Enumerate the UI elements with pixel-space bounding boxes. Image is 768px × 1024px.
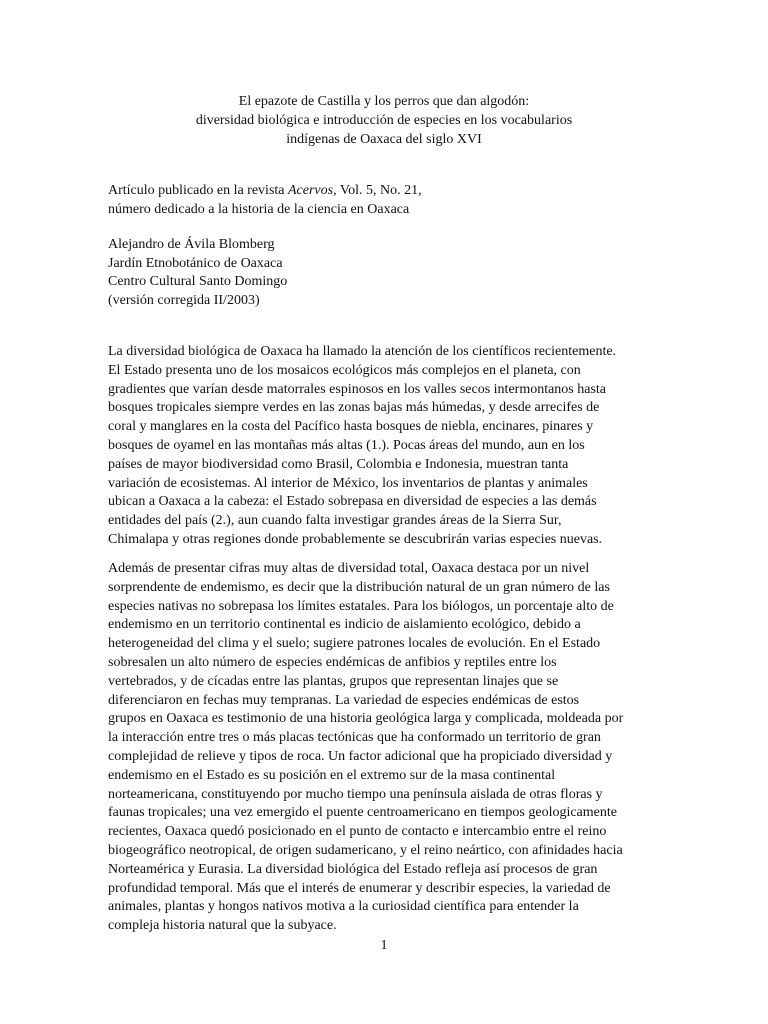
paragraph-line: variación de ecosistemas. Al interior de México, los inventarios de plantas y animales [108,475,588,491]
paragraph-line: ubican a Oaxaca a la cabeza: el Estado sobrepasa en diversidad de especies a las demás [108,494,597,510]
publication-info [108,181,422,219]
paragraph-line: especies nativas no sobrepasa los límites estatales. Para los biólogos, un porcentaje alto de [108,598,614,614]
author-affiliation-1: Jardín Etnobotánico de Oaxaca [108,255,283,271]
publication-volume: , Vol. 5, No. 21, [333,183,422,198]
page-number: 1 [380,938,388,953]
paragraph-line: heterogeneidad del clima y el suelo; sugiere patrones locales de evolución. En el Estado [108,636,601,652]
paragraph-line: países de mayor biodiversidad como Brasil, Colombia e Indonesia, muestran tanta [108,456,569,472]
publication-prefix: Artículo publicado en la revista [108,183,288,198]
body-paragraph-2 [108,560,668,936]
document-title [108,92,660,149]
paragraph-line: animales, plantas y hongos nativos motiva a la curiosidad científica para entender la [108,899,579,915]
paragraph-line: sorprendente de endemismo, es decir que la distribución natural de un gran número de las [108,579,610,595]
paragraph-line: diferenciaron en fechas muy tempranas. La variedad de especies endémicas de estos [108,692,580,708]
paragraph-line: profundidad temporal. Más que el interés de enumerar y describir especies, la variedad de [108,880,611,896]
author-info [108,236,287,310]
paragraph-line: bosques tropicales siempre verdes en las zonas bajas más húmedas, y desde arrecifes de [108,400,600,416]
document-version: (versión corregida II/2003) [108,292,260,308]
paragraph-line: faunas tropicales; una vez emergido el puente centroamericano en tiempos geologicamente [108,805,617,821]
title-line-1: El epazote de Castilla y los perros que dan algodón: [238,94,530,109]
paragraph-line: complejidad de relieve y tipos de roca. Un factor adicional que ha propiciado diversidad y [108,748,613,764]
paragraph-line: vertebrados, y de cícadas entre las plantas, grupos que representan linajes que se [108,673,559,689]
paragraph-line: bosques de oyamel en las montañas más altas (1.). Pocas áreas del mundo, aun en los [108,437,585,453]
paragraph-line: la interacción entre tres o más placas tectónicas que ha conformado un territorio de gran [108,730,601,746]
title-line-3: indígenas de Oaxaca del siglo XVI [286,132,482,147]
publication-line-1 [108,181,422,200]
paragraph-line: Chimalapa y otras regiones donde probablemente se descubrirán varias especies nuevas. [108,531,603,547]
paragraph-line: coral y manglares en la costa del Pacífico hasta bosques de niebla, encinares, pinares y [108,419,594,435]
author-affiliation-2: Centro Cultural Santo Domingo [108,274,288,289]
paragraph-line: recientes, Oaxaca quedó posicionado en el punto de contacto e intercambio entre el reino [108,824,607,840]
paragraph-line: compleja historia natural que la subyace. [108,918,337,934]
paragraph-line: entidades del país (2.), aun cuando falta investigar grandes áreas de la Sierra Sur, [108,513,562,529]
paragraph-line: norteamericana, constituyendo por mucho tiempo una península aislada de otras floras y [108,786,603,802]
author-name: Alejandro de Ávila Blomberg [108,237,275,252]
paragraph-line: gradientes que varían desde matorrales espinosos en los valles secos intermontanos hasta [108,381,607,397]
paragraph-line: El Estado presenta uno de los mosaicos ecológicos más complejos en el planeta, con [108,362,581,378]
paragraph-line: grupos en Oaxaca es testimonio de una historia geológica larga y complicada, moldeada por [108,711,624,727]
paragraph-line: La diversidad biológica de Oaxaca ha llamado la atención de los científicos recientemente. [108,344,617,359]
paragraph-line: Norteamérica y Eurasia. La diversidad biológica del Estado refleja así procesos de gran [108,861,598,877]
body-paragraph-1 [108,343,668,550]
paragraph-line: biogeográfico neotropical, de origen sudamericano, y el reino neártico, con afinidades hacia [108,842,623,858]
paragraph-line: endemismo en un territorio continental es indicio de aislamiento ecológico, debido a [108,617,581,633]
title-line-2: diversidad biológica e introducción de especies en los vocabularios [195,113,573,128]
journal-name: Acervos [288,183,334,198]
paragraph-line: endemismo en el Estado es su posición en el extremo sur de la masa continental [108,767,556,783]
paragraph-line: sobresalen un alto número de especies endémicas de anfibios y reptiles entre los [108,654,557,670]
publication-line-2: número dedicado a la historia de la ciencia en Oaxaca [108,202,410,217]
paragraph-line: Además de presentar cifras muy altas de diversidad total, Oaxaca destaca por un nivel [108,561,590,576]
